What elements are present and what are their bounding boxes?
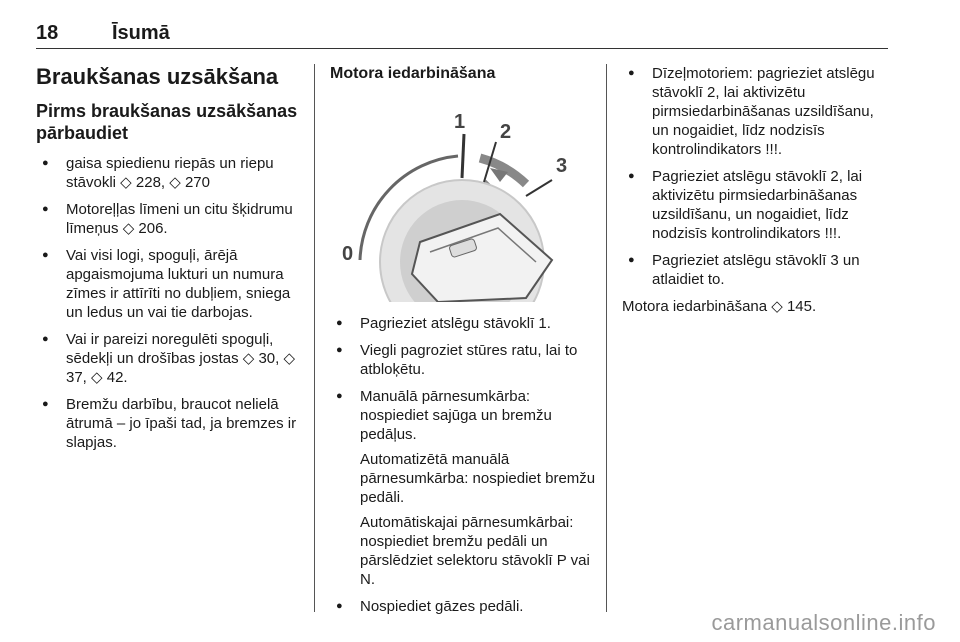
list-item: ● gaisa spiedienu riepās un riepu stāvokli ◇ 228, ◇ 270 — [36, 154, 300, 192]
sub-paragraph: Automatizētā manuālā pārnesumkārba: nospiediet bremžu pedāli. — [360, 451, 596, 506]
ignition-key-figure — [330, 92, 596, 302]
list-item: ● Pagrieziet atslēgu stāvoklī 1. — [330, 314, 596, 333]
list-item: ● Nospiediet gāzes pedāli. — [330, 597, 596, 616]
list-item: ● Pagrieziet atslēgu stāvoklī 3 un atlaidiet to. — [622, 251, 888, 289]
ignition-illustration — [330, 92, 596, 302]
heading-starting-driving: Braukšanas uzsākšana — [36, 64, 279, 89]
position-label-3: 3 — [556, 155, 568, 177]
list-item: ● Vai ir pareizi noregulēti spoguļi, sēdekļi un drošības jostas ◇ 30, ◇ 37, ◇ 42. — [36, 330, 300, 387]
page-number: 18 — [36, 22, 59, 44]
checklist — [36, 154, 300, 452]
watermark: carmanualsonline.info — [711, 610, 936, 635]
diesel-steps — [622, 64, 888, 289]
heading-engine-start: Motora iedarbināšana — [330, 65, 496, 82]
list-item: ● Vai visi logi, spoguļi, ārējā apgaismojuma lukturi un numura zīmes ir attīrīti no dubļiem, sniega un ledus un vai tie darbojas. — [36, 246, 300, 322]
column-middle — [330, 64, 596, 624]
list-item: ● Viegli pagroziet stūres ratu, lai to atbloķētu. — [330, 341, 596, 379]
list-item: ● Motoreļļas līmeni un citu šķidrumu līmeņus ◇ 206. — [36, 200, 300, 238]
list-item: ● Pagrieziet atslēgu stāvoklī 2, lai aktivizētu pirmsiedarbināšanas uzsildīšanu, un nogaidiet, līdz nodzisīs kontrolindikators !!!. — [622, 167, 888, 243]
position-label-2: 2 — [500, 121, 512, 143]
start-steps — [330, 314, 596, 616]
page-header — [36, 22, 888, 49]
cross-reference: Motora iedarbināšana ◇ 145. — [622, 298, 817, 315]
column-right — [622, 64, 888, 316]
list-item: ● Dīzeļmotoriem: pagrieziet atslēgu stāvoklī 2, lai aktivizētu pirmsiedarbināšanas uzsildīšanu, un nogaidiet, līdz nodzisīs kontrolindikators !!!. — [622, 64, 888, 159]
position-label-1: 1 — [454, 111, 466, 133]
heading-checks: Pirms braukšanas uzsākšanas pārbaudiet — [36, 101, 298, 143]
list-item: ● Bremžu darbību, braucot nelielā ātrumā – jo īpaši tad, ja bremzes ir slapjas. — [36, 395, 300, 452]
column-divider — [314, 64, 315, 612]
sub-paragraph: Automātiskajai pārnesumkārbai: nospiediet bremžu pedāli un pārslēdziet selektoru stāvoklī P vai N. — [360, 514, 590, 588]
list-item: ● Manuālā pārnesumkārba: nospiediet sajūga un bremžu pedāļus. Automatizētā manuālā pārnesumkārba: nospiediet bremžu pedāli. Automātiskajai pārnesumkārbai: nospiediet bremžu pedāli un pārslēdziet selektoru stāvoklī P vai N. — [330, 387, 596, 589]
column-left — [36, 64, 300, 460]
section-title: Īsumā — [112, 22, 170, 44]
column-divider — [606, 64, 607, 612]
position-label-0: 0 — [342, 243, 354, 265]
